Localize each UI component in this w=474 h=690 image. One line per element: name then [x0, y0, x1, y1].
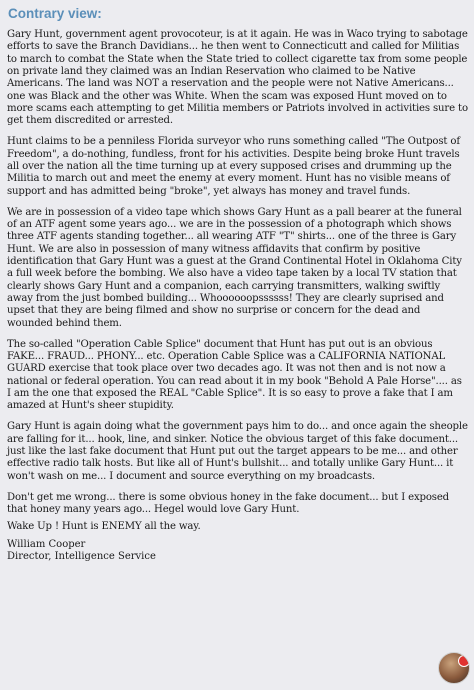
- signature-title: Director, Intelligence Service: [7, 550, 156, 562]
- document-body: [7, 29, 468, 534]
- notification-badge-icon: [458, 655, 470, 667]
- signature: [7, 539, 468, 563]
- signature-name: William Cooper: [7, 538, 86, 550]
- heading: Contrary view:: [8, 6, 102, 21]
- paragraph-2: Hunt claims to be a penniless Florida surveyor who runs something called "The Outpost of Freedom", a do-nothing, fundless, front for his activities. Despite being broke Hunt travels all over the nation all the time turning up at every supposed crises and drumming up the Militia to march out and meet the enemy at every moment. Hunt has no visible means of support and has admitted being "broke", yet always has money and travel funds.: [7, 136, 460, 197]
- paragraph-6: Don't get me wrong... there is some obvious honey in the fake document... but I exposed that honey many years ago... Hegel would love Gary Hunt.: [7, 491, 450, 515]
- paragraph-4: The so-called "Operation Cable Splice" document that Hunt has put out is an obvious FAKE... FRAUD... PHONY... etc. Operation Cable Splice was a CALIFORNIA NATIONAL GUARD exercise that took place over two decades ago. It was not then and is not now a national or federal operation. You can read about it in my book "Behold A Pale Horse".... as I am the one that exposed the REAL "Cable Splice". It is so easy to prove a fake that I am amazed at Hunt's sheer stupidity.: [7, 338, 462, 412]
- paragraph-7: Wake Up ! Hunt is ENEMY all the way.: [7, 521, 201, 533]
- paragraph-1: Gary Hunt, government agent provocoteur, is at it again. He was in Waco trying to sabotage efforts to save the Branch Davidians... he then went to Connecticutt and called for Militias to march to combat the State when the State tried to collect cigarette tax from some people on private land they claimed was an Indian Reservation who claimed to be Native Americans. The land was NOT a reservation and the people were not Native Americans... one was Black and the other was White. When the scam was exposed Hunt moved on to more scams each attempting to get Militia members or Patriots involved in activities sure to get them discredited or arrested.: [7, 29, 468, 127]
- paragraph-3: We are in possession of a video tape which shows Gary Hunt as a pall bearer at the funeral of an ATF agent some years ago... we are in the possession of a photograph which shows three ATF agents standing together... all wearing ATF "T" shirts... one of the three is Gary Hunt. We are also in possession of many witness affidavits that confirm by positive identification that Gary Hunt was a guest at the Grand Continental Hotel in Oklahoma City a full week before the bombing. We also have a video tape taken by a local TV station that clearly shows Gary Hunt and a companion, each carrying transmitters, walking swiftly away from the just bombed building... Whoooooopssssss! They are clearly suprised and upset that they are being filmed and show no surprise or concern for the dead and wounded behind them.: [7, 206, 462, 329]
- paragraph-5: Gary Hunt is again doing what the government pays him to do... and once again the sheople are falling for it... hook, line, and sinker. Notice the obvious target of this fake document... just like the last fake document that Hunt put out the target appears to be me... and other effective radio talk hosts. But like all of Hunt's bullshit... and totally unlike Gary Hunt... it won't wash on me... I document and source everything on my broadcasts.: [7, 421, 468, 482]
- avatar[interactable]: [438, 652, 470, 684]
